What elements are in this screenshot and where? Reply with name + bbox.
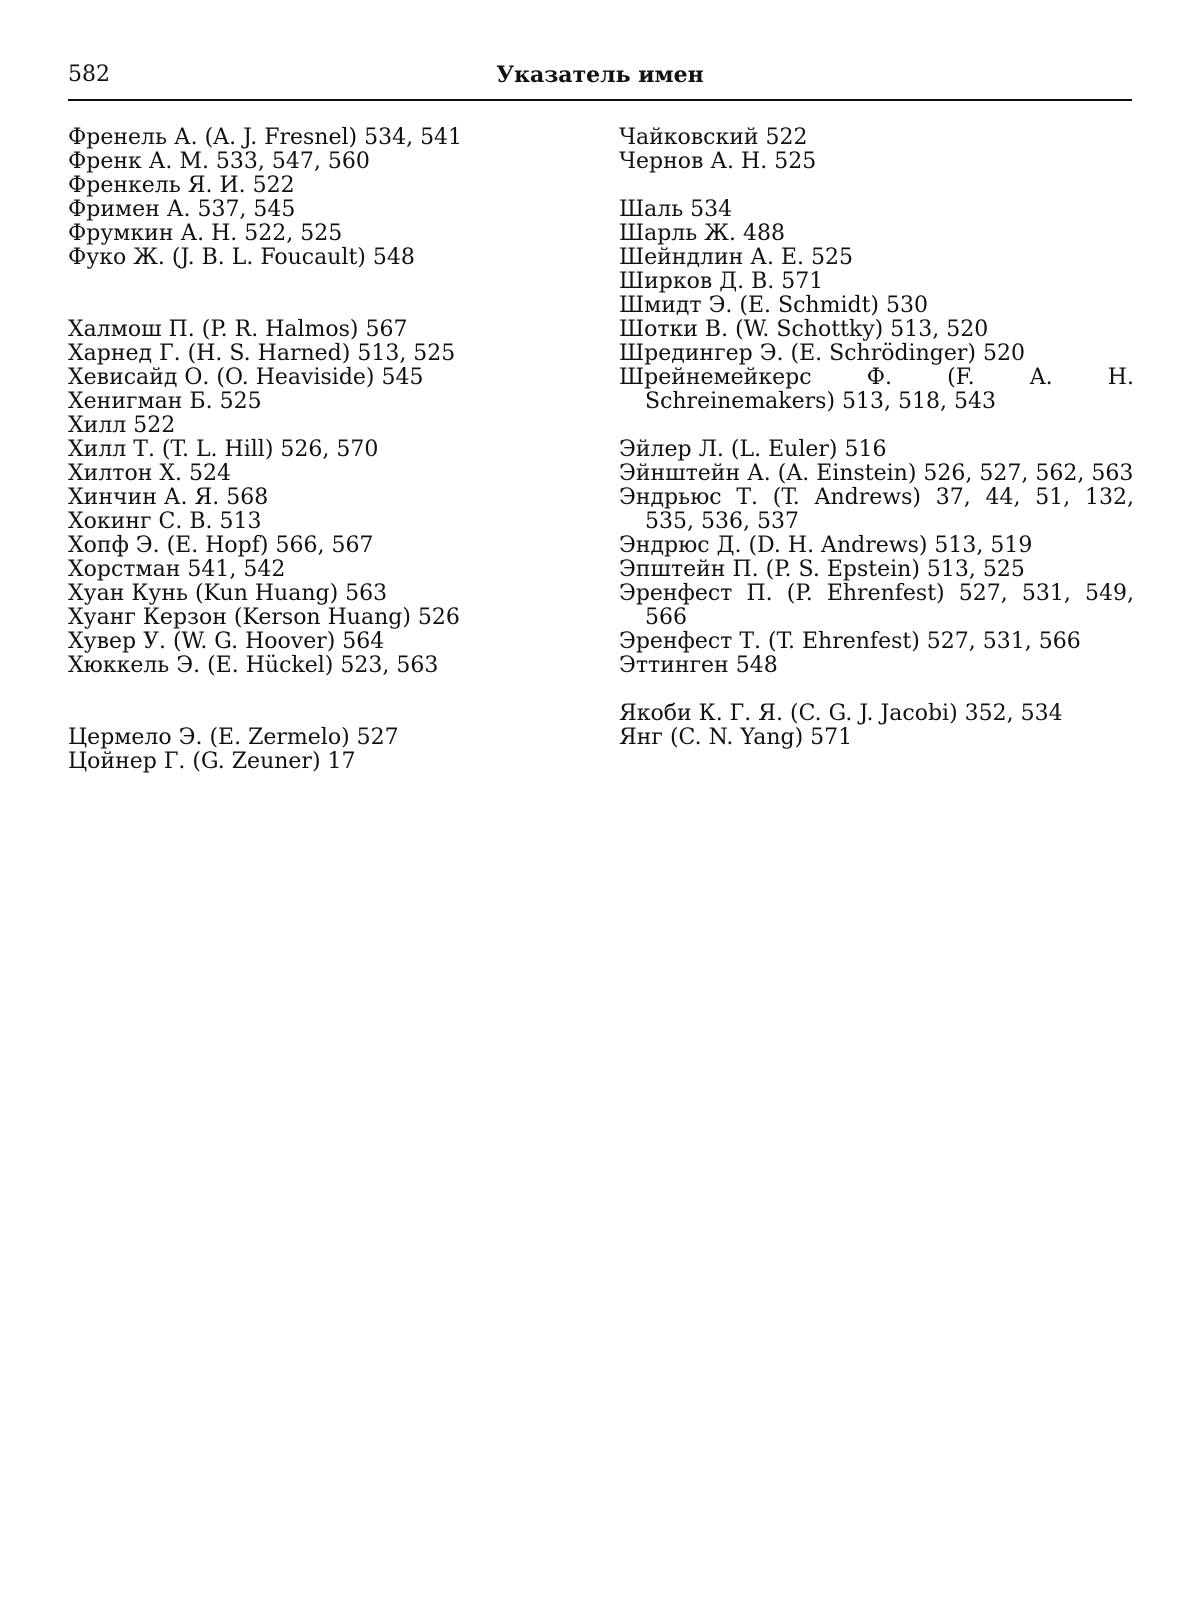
index-entry: Шейндлин А. Е. 525 [619,245,853,270]
index-entry: Эренфест П. (P. Ehrenfest) 527, 531, 549, 566 [619,581,1134,630]
index-entry: Эренфест Т. (T. Ehrenfest) 527, 531, 566 [619,629,1081,654]
index-entry: Ширков Д. В. 571 [619,269,824,294]
index-entry: Эттинген 548 [619,653,778,678]
index-entry: Хевисайд О. (O. Heaviside) 545 [68,365,424,390]
index-column-right [619,126,1134,750]
page-number: 582 [68,62,110,87]
index-entry: Шарль Ж. 488 [619,221,785,246]
index-entry: Хенигман Б. 525 [68,389,262,414]
header-rule [68,99,1132,101]
index-entry: Эйлер Л. (L. Euler) 516 [619,437,887,462]
index-entry: Чайковский 522 [619,125,808,150]
group-spacer [619,678,1134,702]
index-entry: Хилл 522 [68,413,176,438]
index-entry: Френель А. (A. J. Fresnel) 534, 541 [68,125,463,150]
index-entry: Эпштейн П. (P. S. Epstein) 513, 525 [619,557,1025,582]
index-entry: Эндрюс Д. (D. H. Andrews) 513, 519 [619,533,1033,558]
group-spacer [68,270,548,318]
group-spacer [68,678,548,726]
index-entry: Хувер У. (W. G. Hoover) 564 [68,629,385,654]
index-entry: Цойнер Г. (G. Zeuner) 17 [68,749,356,774]
index-entry: Чернов А. Н. 525 [619,149,817,174]
running-title: Указатель имен [496,62,704,88]
group-spacer [619,174,1134,198]
index-entry: Цермело Э. (E. Zermelo) 527 [68,725,399,750]
index-entry: Фрумкин А. Н. 522, 525 [68,221,343,246]
index-entry: Френк А. М. 533, 547, 560 [68,149,370,174]
index-entry: Хилтон Х. 524 [68,461,232,486]
index-entry: Фримен А. 537, 545 [68,197,296,222]
index-entry: Френкель Я. И. 522 [68,173,295,198]
index-entry: Хуанг Керзон (Kerson Huang) 526 [68,605,460,630]
index-entry: Янг (C. N. Yang) 571 [619,725,853,750]
index-entry: Эндрьюс Т. (T. Andrews) 37, 44, 51, 132, 535, 536, 537 [619,485,1134,534]
index-column-left [68,126,548,774]
index-entry: Якоби К. Г. Я. (C. G. J. Jacobi) 352, 534 [619,701,1063,726]
group-spacer [619,414,1134,438]
index-entry: Хопф Э. (E. Hopf) 566, 567 [68,533,374,558]
index-entry: Хуан Кунь (Kun Huang) 563 [68,581,388,606]
index-entry: Шмидт Э. (E. Schmidt) 530 [619,293,928,318]
index-entry: Хюккель Э. (E. Hückel) 523, 563 [68,653,439,678]
index-entry: Хинчин А. Я. 568 [68,485,269,510]
index-entry: Халмош П. (P. R. Halmos) 567 [68,317,408,342]
index-entry: Хокинг С. В. 513 [68,509,262,534]
index-entry: Харнед Г. (H. S. Harned) 513, 525 [68,341,456,366]
index-entry: Шотки В. (W. Schottky) 513, 520 [619,317,989,342]
index-entry: Хилл Т. (T. L. Hill) 526, 570 [68,437,379,462]
index-entry: Фуко Ж. (J. B. L. Foucault) 548 [68,245,415,270]
index-entry: Шрейнемейкерс Ф. (F. A. H. Schreinemakers) 513, 518, 543 [619,365,1134,414]
index-entry: Шаль 534 [619,197,733,222]
index-entry: Эйнштейн А. (A. Einstein) 526, 527, 562, 563 [619,461,1134,486]
index-entry: Шредингер Э. (E. Schrödinger) 520 [619,341,1025,366]
index-entry: Хорстман 541, 542 [68,557,286,582]
